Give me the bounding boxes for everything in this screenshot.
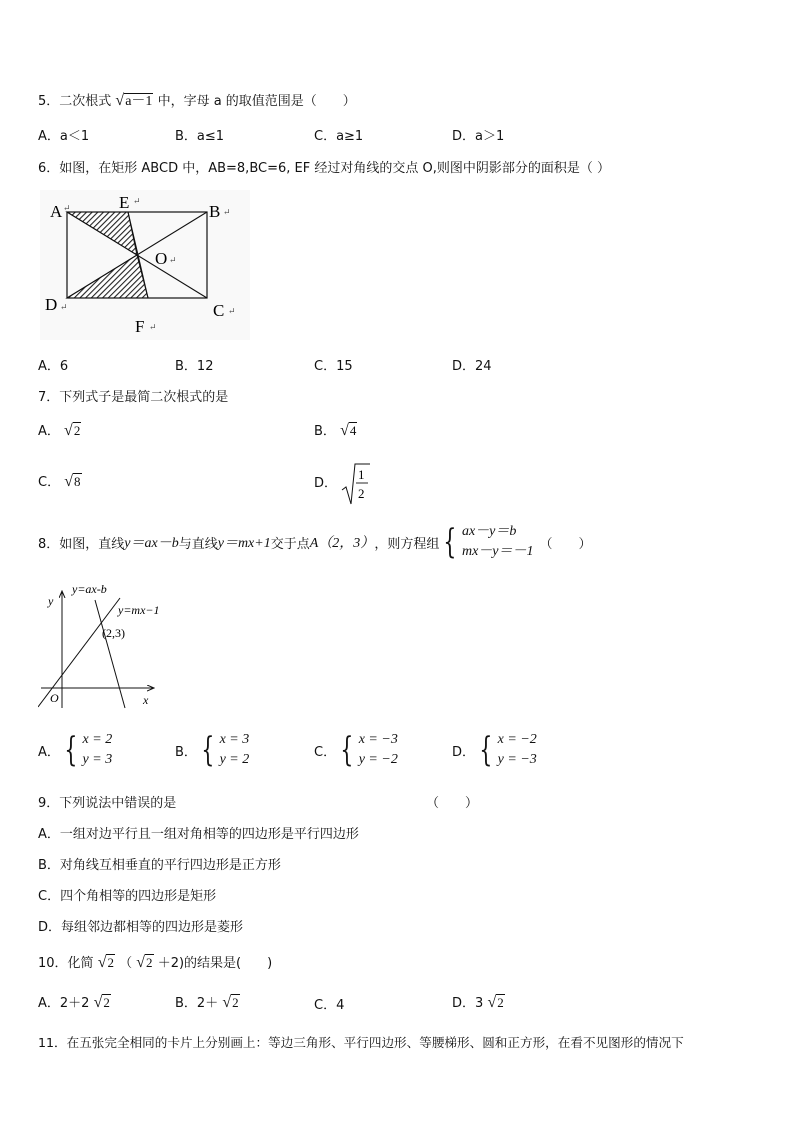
q6-mark-a: ↵ — [63, 203, 71, 213]
q7-option-c-label: C． — [38, 475, 61, 490]
q10-option-d-radical: √2 — [487, 994, 504, 1011]
q9-option-b: B．对角线互相垂直的平行四边形是正方形 — [38, 858, 281, 873]
q7-option-d-radical — [341, 462, 371, 506]
q5-option-a: A．a＜1 — [38, 129, 90, 144]
q6-label-e: E — [119, 193, 130, 212]
q7-stem: 7．下列式子是最简二次根式的是 — [38, 390, 229, 405]
q7-option-d-label: D． — [314, 476, 338, 491]
q10-option-a — [38, 992, 111, 1012]
q6-option-a: A．6 — [38, 359, 69, 374]
q10-option-b-radicand: 2 — [232, 995, 239, 1010]
q6-option-d: D．24 — [452, 359, 492, 374]
q10-option-a-radicand: 2 — [103, 995, 110, 1010]
q6-label-f: F — [135, 317, 145, 336]
q10-radical-1: √2 — [97, 954, 114, 971]
q10-option-d — [452, 992, 505, 1012]
q9-option-c: C．四个角相等的四边形是矩形 — [38, 889, 217, 904]
q8-option-c-row1: x = −3 — [358, 732, 398, 747]
q10-option-a-radical: √2 — [93, 994, 110, 1011]
q8-option-d-row2: y = −3 — [497, 752, 537, 767]
q8-option-d-row1: x = −2 — [497, 732, 537, 747]
q8-option-d: D． { x = −2 y = −3 — [452, 730, 537, 770]
q6-label-b: B — [209, 202, 221, 221]
q8-graph — [38, 580, 178, 710]
q6-label-o: O — [155, 249, 168, 268]
q8-option-c-row2: y = −2 — [358, 752, 398, 767]
q7-option-c — [38, 471, 82, 491]
q8-option-d-label: D． — [452, 744, 476, 760]
q10-option-d-radicand: 2 — [497, 995, 504, 1010]
q7-option-b-label: B． — [314, 424, 336, 439]
q7-option-c-radicand: 8 — [74, 474, 81, 489]
q10-option-b-label: B．2＋ — [175, 996, 219, 1011]
q8-graph-x-label: x — [143, 693, 149, 707]
q10-option-b-radical: √2 — [222, 994, 239, 1011]
q6-rectangle-figure — [40, 190, 250, 340]
q6-option-b: B．12 — [175, 359, 214, 374]
q7-option-a-label: A． — [38, 424, 60, 439]
q6-mark-f: ↵ — [149, 322, 157, 332]
q7-option-d-denominator: 2 — [358, 486, 365, 501]
q6-stem: 6．如图，在矩形 ABCD 中，AB=8,BC=6, EF 经过对角线的交点 O,则图中阴影部分的面积是（ ） — [38, 161, 610, 176]
q8-option-b: B． { x = 3 y = 2 — [175, 730, 250, 770]
q8-option-b-label: B． — [175, 744, 197, 760]
q8-graph-point-label: (2,3) — [102, 626, 125, 640]
q10-mid-b: ＋2)的结果是( ) — [157, 956, 273, 971]
q7-option-a-radical: √2 — [64, 422, 81, 439]
q7-option-c-radical: √8 — [64, 473, 81, 490]
q10-option-a-label: A．2＋2 — [38, 996, 90, 1011]
q8-stem-d: ，则方程组 — [374, 536, 440, 552]
q10-radicand-2: 2 — [146, 955, 153, 970]
q8-stem-e: （ ） — [539, 536, 592, 552]
q8-line2: y＝mx+1 — [217, 536, 271, 551]
q10-radicand-1: 2 — [107, 955, 114, 970]
q5-option-d: D．a＞1 — [452, 129, 505, 144]
q5-option-c: C．a≥1 — [314, 129, 364, 144]
q6-mark-o: ↵ — [169, 255, 177, 265]
q9-stem: 9．下列说法中错误的是 — [38, 796, 177, 811]
q8-line1: y＝ax－b — [124, 536, 179, 551]
q5-stem-suffix: 中，字母 a 的取值范围是（ ） — [157, 94, 356, 109]
q8-equation-system: { ax－y＝b mx－y＝－1 — [443, 522, 534, 562]
q5-stem — [38, 90, 356, 110]
q8-stem-b: 与直线 — [178, 536, 218, 552]
q7-option-a-radicand: 2 — [73, 423, 81, 438]
q8-graph-origin: O — [50, 691, 59, 705]
q8-option-a: A． { x = 2 y = 3 — [38, 730, 113, 770]
q8-graph-y-label: y — [48, 594, 54, 608]
q6-label-d: D — [45, 295, 58, 314]
q8-stem-c: 交于点 — [270, 536, 310, 552]
q8-graph-label-line1: y=ax-b — [72, 582, 107, 596]
q7-option-b-radical: √4 — [340, 422, 357, 439]
q11-stem: 11．在五张完全相同的卡片上分别画上：等边三角形、平行四边形、等腰梯形、圆和正方形，在看不见图形的情况下 — [38, 1035, 684, 1050]
q5-radical: √a－1 — [115, 92, 153, 109]
q8-stem — [38, 522, 592, 562]
q8-option-b-row1: x = 3 — [219, 732, 250, 747]
q8-graph-label-line2: y=mx−1 — [118, 603, 160, 617]
q8-system-row1: ax－y＝b — [461, 524, 517, 539]
q5-stem-prefix: 5．二次根式 — [38, 94, 112, 109]
q8-point: A（2，3） — [309, 536, 375, 551]
q8-stem-a: 8．如图，直线 — [38, 536, 125, 552]
q9-option-a: A．一组对边平行且一组对角相等的四边形是平行四边形 — [38, 827, 359, 842]
q7-option-a — [38, 420, 81, 440]
q8-option-a-row2: y = 3 — [82, 752, 113, 767]
q6-mark-e: ↵ — [133, 196, 141, 206]
q10-mid-a: （ — [119, 956, 133, 971]
q9-answer-paren: （ ） — [426, 796, 479, 811]
q8-option-a-label: A． — [38, 744, 60, 760]
q6-label-c: C — [213, 301, 225, 320]
q10-option-c: C．4 — [314, 998, 345, 1013]
q7-option-d-numerator: 1 — [358, 467, 365, 482]
q8-option-c-label: C． — [314, 744, 337, 760]
q8-system-row2: mx－y＝－1 — [461, 544, 534, 559]
q6-mark-c: ↵ — [228, 306, 236, 316]
q5-option-b: B．a≤1 — [175, 129, 225, 144]
q7-option-b-radicand: 4 — [349, 423, 357, 438]
q5-radicand: a－1 — [125, 94, 153, 109]
q10-stem — [38, 952, 272, 972]
q8-option-b-row2: y = 2 — [219, 752, 250, 767]
q6-mark-b: ↵ — [223, 207, 231, 217]
q10-radical-2: √2 — [136, 954, 153, 971]
q6-mark-d: ↵ — [60, 302, 68, 312]
q10-option-d-label: D．3 — [452, 996, 484, 1011]
q7-option-d — [314, 462, 371, 506]
q8-option-c: C． { x = −3 y = −2 — [314, 730, 398, 770]
q6-label-a: A — [50, 202, 63, 221]
q10-stem-a: 10．化简 — [38, 956, 94, 971]
q8-option-a-row1: x = 2 — [82, 732, 113, 747]
q6-option-c: C．15 — [314, 359, 353, 374]
q10-option-b — [175, 992, 240, 1012]
q9-option-d: D．每组邻边都相等的四边形是菱形 — [38, 920, 244, 935]
q7-option-b — [314, 420, 357, 440]
